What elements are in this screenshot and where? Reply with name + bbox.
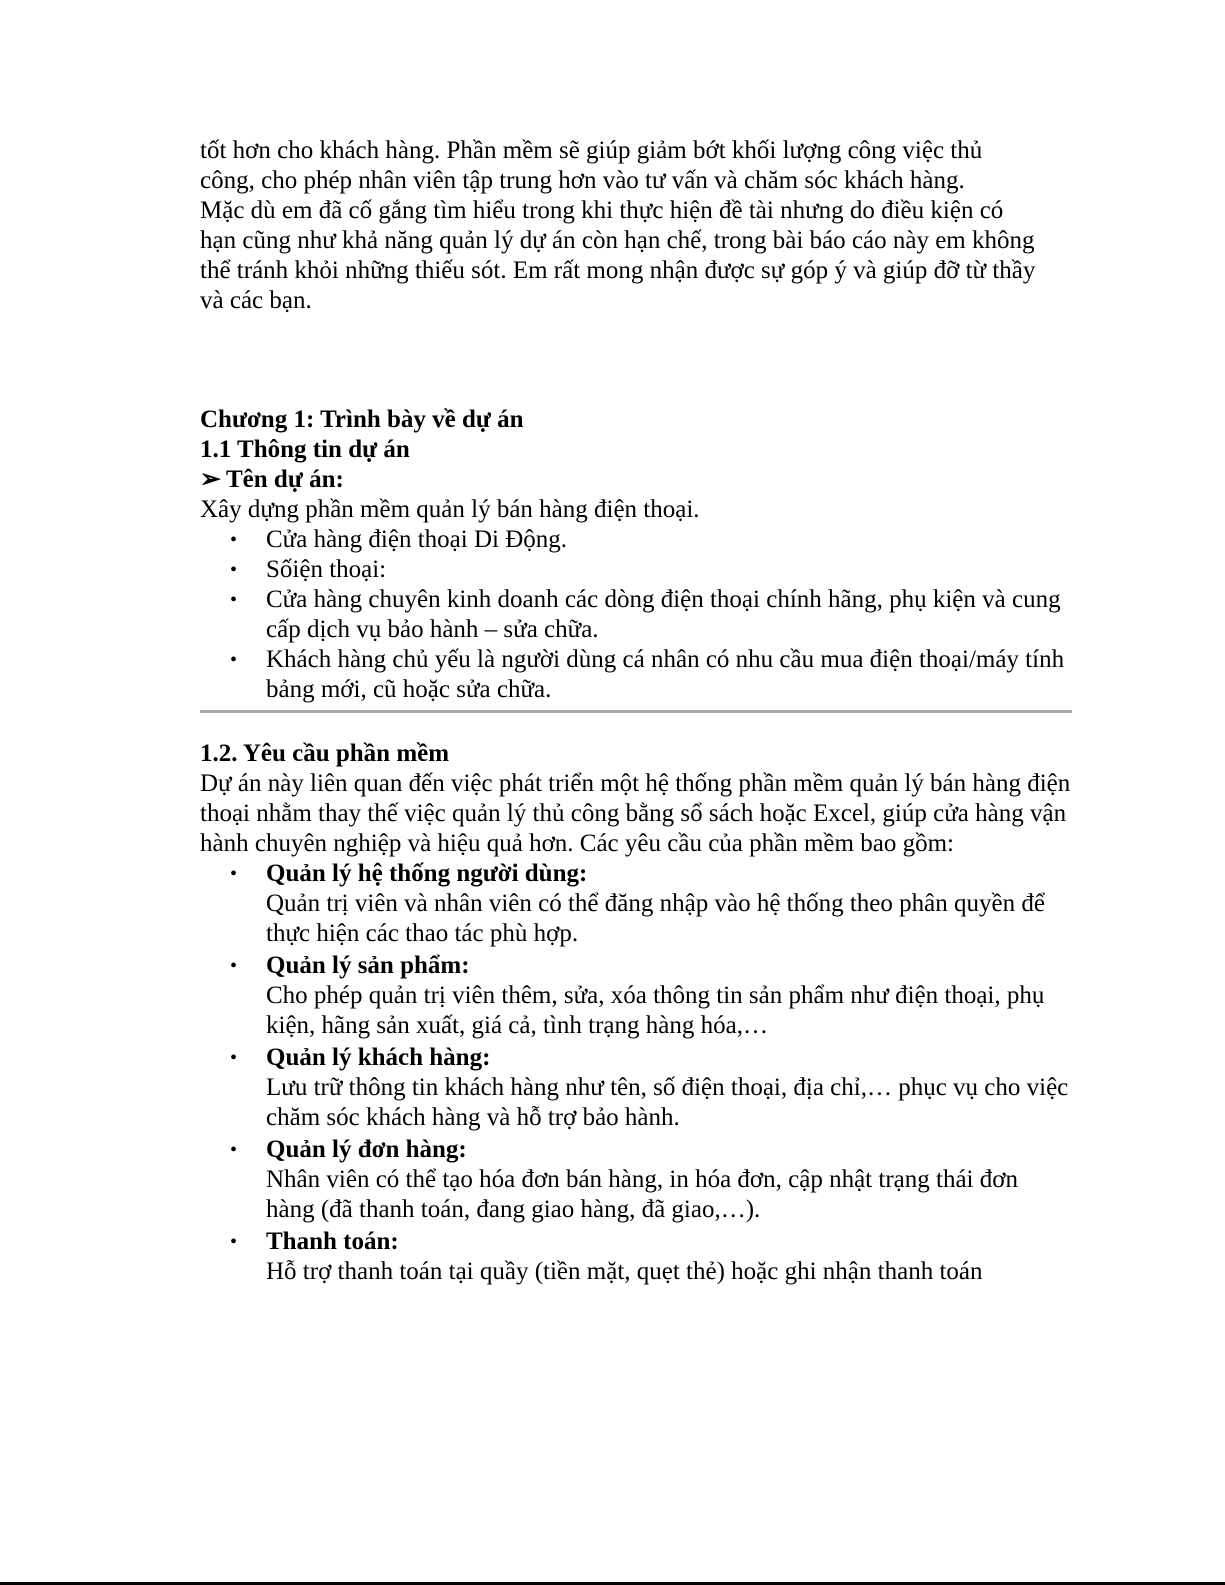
- requirement-title: Quản lý đơn hàng:: [266, 1136, 467, 1163]
- intro-line: Mặc dù em đã cố gắng tìm hiểu trong khi thực hiện đề tài nhưng do điều kiện có: [200, 197, 1004, 224]
- intro-paragraph: [200, 136, 1072, 316]
- section-title-1-1: 1.1 Thông tin dự án: [200, 436, 410, 463]
- requirement-desc: Hỗ trợ thanh toán tại quầy (tiền mặt, quẹt thẻ) hoặc ghi nhận thanh toán: [266, 1258, 983, 1285]
- bullet-icon: •: [230, 1047, 238, 1069]
- bullet-icon: •: [230, 529, 238, 551]
- list-item: • Cửa hàng chuyên kinh doanh các dòng điện thoại chính hãng, phụ kiện và cung cấp dịch vụ bảo hành – sửa chữa.: [230, 586, 1061, 643]
- project-name-label: Tên dự án:: [226, 466, 344, 493]
- project-info-list: [200, 525, 1072, 705]
- bullet-icon: •: [230, 1231, 238, 1253]
- requirement-title: Quản lý khách hàng:: [266, 1044, 491, 1071]
- list-item: • Cửa hàng điện thoại Di Động.: [230, 526, 568, 553]
- horizontal-divider: [200, 710, 1072, 713]
- requirements-intro: Dự án này liên quan đến việc phát triển một hệ thống phần mềm quản lý bán hàng điện thoại nhằm thay thế việc quản lý thủ công bằng sổ sách hoặc Excel, giúp cửa hàng vận hành chuyên nghiệp và hiệu quả hơn. Các yêu cầu của phần mềm bao gồm:: [200, 770, 1071, 857]
- chapter-title: Chương 1: Trình bày về dự án: [200, 406, 524, 433]
- list-item: • Khách hàng chủ yếu là người dùng cá nhân có nhu cầu mua điện thoại/máy tính bảng mới, cũ hoặc sửa chữa.: [230, 646, 1065, 703]
- list-item: [200, 859, 1072, 949]
- requirement-title: Quản lý sản phẩm:: [266, 952, 470, 979]
- bullet-icon: •: [230, 863, 238, 885]
- list-item: • Sốiện thoại:: [230, 556, 387, 583]
- requirement-desc: Cho phép quản trị viên thêm, sửa, xóa thông tin sản phẩm như điện thoại, phụ kiện, hãng sản xuất, giá cả, tình trạng hàng hóa,…: [266, 982, 1045, 1039]
- project-name-heading: [200, 465, 1072, 495]
- document-page: [200, 136, 1072, 1287]
- bullet-icon: •: [230, 955, 238, 977]
- list-item: [200, 1043, 1072, 1133]
- requirement-title: Thanh toán:: [266, 1228, 399, 1255]
- intro-line: hạn cũng như khả năng quản lý dự án còn hạn chế, trong bài báo cáo này em không: [200, 227, 1035, 254]
- intro-line: công, cho phép nhân viên tập trung hơn vào tư vấn và chăm sóc khách hàng.: [200, 167, 965, 194]
- bullet-icon: •: [230, 1139, 238, 1161]
- project-name-value: Xây dựng phần mềm quản lý bán hàng điện thoại.: [200, 496, 700, 523]
- requirement-desc: Nhân viên có thể tạo hóa đơn bán hàng, in hóa đơn, cập nhật trạng thái đơn hàng (đã thanh toán, đang giao hàng, đã giao,…).: [266, 1166, 1018, 1223]
- requirements-list: [200, 859, 1072, 1287]
- list-item: [200, 951, 1072, 1041]
- bullet-icon: •: [230, 589, 238, 611]
- list-item: [200, 1227, 1072, 1287]
- section-title-1-2: 1.2. Yêu cầu phần mềm: [200, 740, 450, 767]
- arrow-bullet-icon: ➢: [200, 466, 221, 493]
- spacer: [200, 316, 1072, 405]
- intro-line: tốt hơn cho khách hàng. Phần mềm sẽ giúp giảm bớt khối lượng công việc thủ: [200, 137, 983, 164]
- intro-line: và các bạn.: [200, 287, 312, 314]
- intro-line: thể tránh khỏi những thiếu sót. Em rất mong nhận được sự góp ý và giúp đỡ từ thầy: [200, 257, 1036, 284]
- requirement-desc: Quản trị viên và nhân viên có thể đăng nhập vào hệ thống theo phân quyền để thực hiện các thao tác phù hợp.: [266, 890, 1045, 947]
- bullet-icon: •: [230, 559, 238, 581]
- requirement-desc: Lưu trữ thông tin khách hàng như tên, số điện thoại, địa chỉ,… phục vụ cho việc chăm sóc khách hàng và hỗ trợ bảo hành.: [266, 1074, 1069, 1131]
- bullet-icon: •: [230, 649, 238, 671]
- list-item: [200, 1135, 1072, 1225]
- requirement-title: Quản lý hệ thống người dùng:: [266, 860, 588, 887]
